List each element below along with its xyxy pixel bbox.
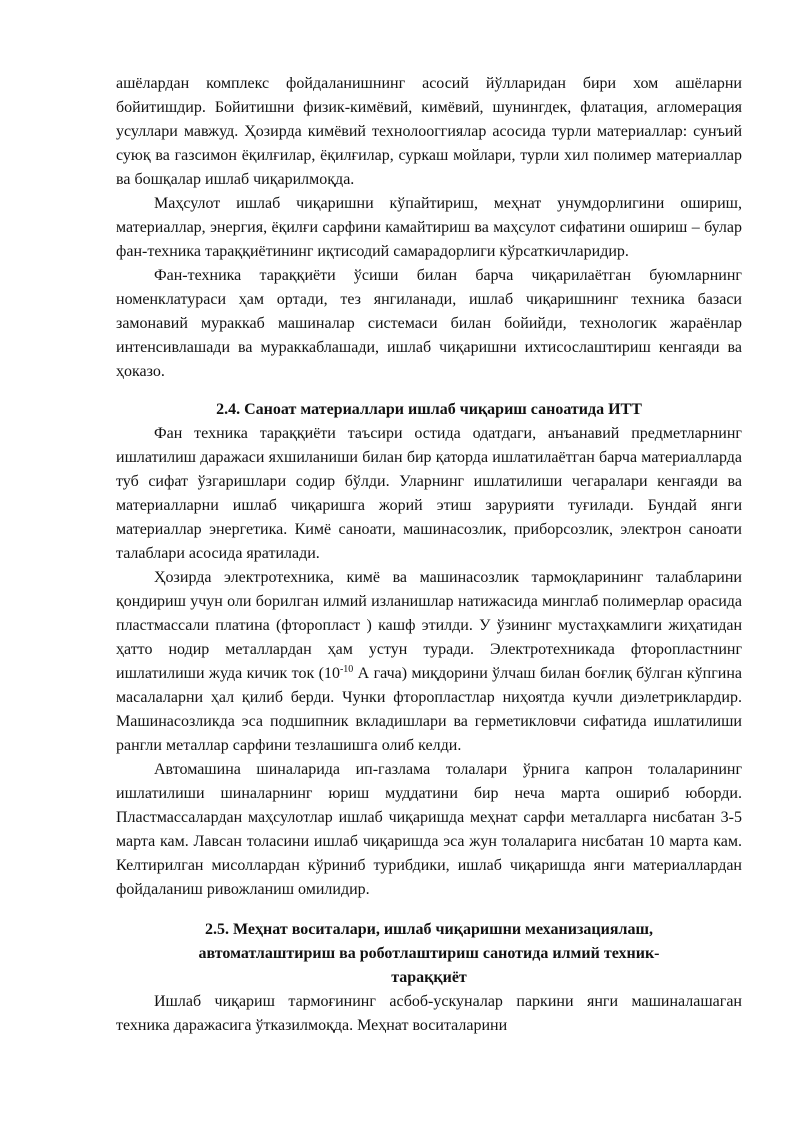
page-content <box>116 72 742 1038</box>
paragraph-fluoroplastic-text-b: А гача) миқдорини ўлчаш билан боғлиқ бўлган кўпгина масалаларни ҳал қилиб берди. Чунки фторопластлар ниҳоятда кучли диэлетриклардир. Машинасозликда эса подшипник вкладишлари ва герметикловчи сифатида ишлатилиши рангли металлар сарфини тезлашишга олиб келди. <box>116 665 742 754</box>
paragraph-production-efficiency: Маҳсулот ишлаб чиқаришни кўпайтириш, меҳнат унумдорлигини ошириш, материаллар, энергия, ёқилғи сарфини камайтириш ва маҳсулот сифатини ошириш – булар фан-техника тараққиётининг иқтисодий самарадорлиги кўрсаткичларидир. <box>116 195 742 260</box>
paragraph-technical-progress: Фан-техника тараққиёти ўсиши билан барча чиқарилаётган буюмларнинг номенклатураси ҳам ортади, тез янгиланади, ишлаб чиқаришнинг техника базаси замонавий мураккаб машиналар системаси билан бойийди, технологик жараёнлар интенсивлашади ва мураккаблашади, ишлаб чиқаришни ихтисослаштириш кенгаяди ва ҳоказо. <box>116 267 742 380</box>
section-heading-2-5 <box>116 918 742 990</box>
section-heading-2-5-line-2: автоматлаштириш ва роботлаштириш санотида илмий техник- <box>198 945 660 962</box>
paragraph-equipment-park: Ишлаб чиқариш тармоғининг асбоб-ускуналар паркини янги машиналашаган техника даражасига ўтказилмоқда. Меҳнат воситаларини <box>116 993 742 1034</box>
section-heading-2-5-line-1: 2.5. Меҳнат воситалари, ишлаб чиқаришни механизациялаш, <box>205 921 653 938</box>
current-exponent: -10 <box>339 664 354 675</box>
paragraph-fluoroplastic <box>116 566 742 758</box>
paragraph-capron-fibers: Автомашина шиналарида ип-газлама толалари ўрнига капрон толаларининг ишлатилиши шиналарнинг юриш муддатини бир неча марта ошириб юборди. Пластмассалардан маҳсулотлар ишлаб чиқаришда меҳнат сарфи металларга нисбатан 3-5 марта кам. Лавсан толасини ишлаб чиқаришда эса жун толаларига нисбатан 10 марта кам. Келтирилган мисоллардан кўриниб турибдики, ишлаб чиқаришда янги материаллардан фойдаланиш ривожланиш омилидир. <box>116 761 742 898</box>
paragraph-new-materials: Фан техника тараққиёти таъсири остида одатдаги, анъанавий предметларнинг ишлатилиш даражаси яхшиланиши билан бир қаторда ишлатилаётган барча материалларда туб сифат ўзгаришлари содир бўлди. Уларнинг ишлатилиши чегаралари кенгаяди ва материалларни ишлаб чиқаришга жорий этиш зарурияти туғилади. Бундай янги материаллар энергетика. Кимё саноати, машинасозлик, приборсозлик, электрон саноати талаблари асосида яратилади. <box>116 425 742 562</box>
section-heading-2-5-line-3: тараққиёт <box>391 969 467 986</box>
paragraph-fluoroplastic-text-a: Ҳозирда электротехника, кимё ва машинасозлик тармоқларининг талабларини қондириш учун оли борилган илмий изланишлар натижасида минглаб полимерлар орасида пластмассали платина (фторопласт ) кашф этилди. У ўзининг мустаҳкамлиги жиҳатидан ҳатто нодир металлардан ҳам устун туради. Электротехникада фторопластнинг ишлатилиши жуда кичик ток (10 <box>116 569 742 682</box>
section-heading-2-4: 2.4. Саноат материаллари ишлаб чиқариш саноатида ИТТ <box>216 401 642 418</box>
paragraph-raw-materials: ашёлардан комплекс фойдаланишнинг асосий йўлларидан бири хом ашёларни бойитишдир. Бойитишни физик-кимёвий, кимёвий, шунингдек, флатация, агломерация усуллари мавжуд. Ҳозирда кимёвий технолооггиялар асосида турли материаллар: сунъий суюқ ва газсимон ёқилғилар, ёқилғилар, суркаш мойлари, турли хил полимер материаллар ва бошқалар ишлаб чиқарилмоқда. <box>116 75 742 188</box>
